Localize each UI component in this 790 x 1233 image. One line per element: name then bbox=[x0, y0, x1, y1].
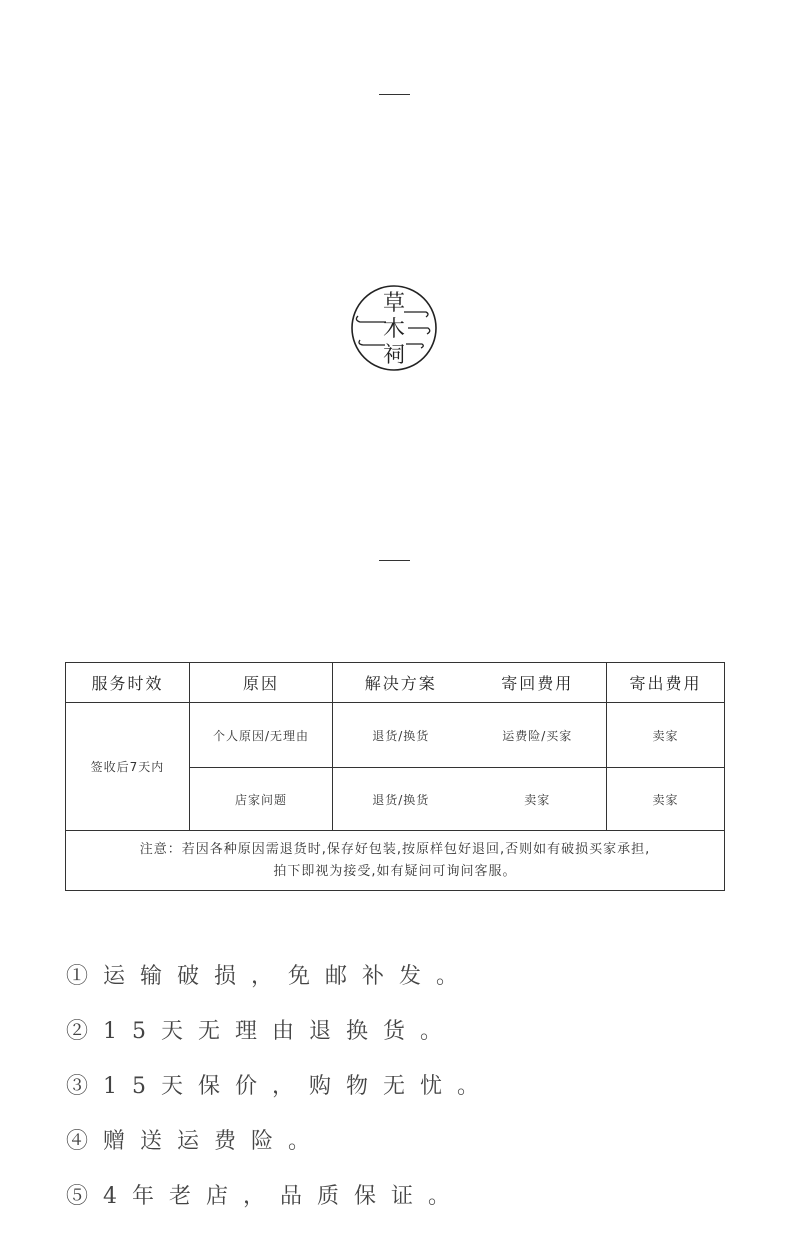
logo-char-2: 木 bbox=[382, 317, 406, 342]
cell-return-cost: 运费险/买家 bbox=[469, 703, 607, 768]
guarantee-item: ①运输破损，免邮补发。 bbox=[66, 964, 474, 989]
table-note bbox=[66, 831, 725, 891]
brand-logo bbox=[348, 282, 440, 374]
brand-logo-seal bbox=[348, 282, 440, 374]
header-send-cost: 寄出费用 bbox=[607, 663, 725, 703]
cell-send-cost: 卖家 bbox=[607, 703, 725, 768]
divider-line-bottom bbox=[379, 560, 410, 561]
guarantee-item: ④赠送运费险。 bbox=[66, 1129, 326, 1154]
cell-solution: 退货/换货 bbox=[333, 768, 469, 831]
divider-line-top bbox=[379, 94, 410, 95]
table-row bbox=[66, 703, 725, 768]
guarantee-item: ⑤4年老店，品质保证。 bbox=[66, 1184, 465, 1209]
guarantee-list bbox=[66, 958, 494, 1233]
cell-reason: 个人原因/无理由 bbox=[190, 703, 333, 768]
cell-reason: 店家问题 bbox=[190, 768, 333, 831]
header-solution: 解决方案 bbox=[333, 663, 469, 703]
header-return-cost: 寄回费用 bbox=[469, 663, 607, 703]
cell-solution: 退货/换货 bbox=[333, 703, 469, 768]
header-service-time: 服务时效 bbox=[66, 663, 190, 703]
cell-send-cost: 卖家 bbox=[607, 768, 725, 831]
note-line-1: 注意：若因各种原因需退货时,保存好包装,按原样包好退回,否则如有破损买家承担, bbox=[139, 841, 651, 857]
note-line-2: 拍下即视为接受,如有疑问可询问客服。 bbox=[273, 863, 517, 879]
cell-timeframe: 签收后7天内 bbox=[66, 703, 190, 831]
header-reason: 原因 bbox=[190, 663, 333, 703]
logo-char-1: 草 bbox=[382, 291, 406, 316]
guarantee-item: ③15天保价，购物无忧。 bbox=[66, 1074, 494, 1099]
logo-char-3: 祠 bbox=[382, 343, 406, 368]
guarantee-item: ②15天无理由退换货。 bbox=[66, 1019, 457, 1044]
cell-return-cost: 卖家 bbox=[469, 768, 607, 831]
table-note-row bbox=[66, 831, 725, 891]
table-header-row bbox=[66, 663, 725, 703]
return-policy-table bbox=[65, 662, 725, 891]
